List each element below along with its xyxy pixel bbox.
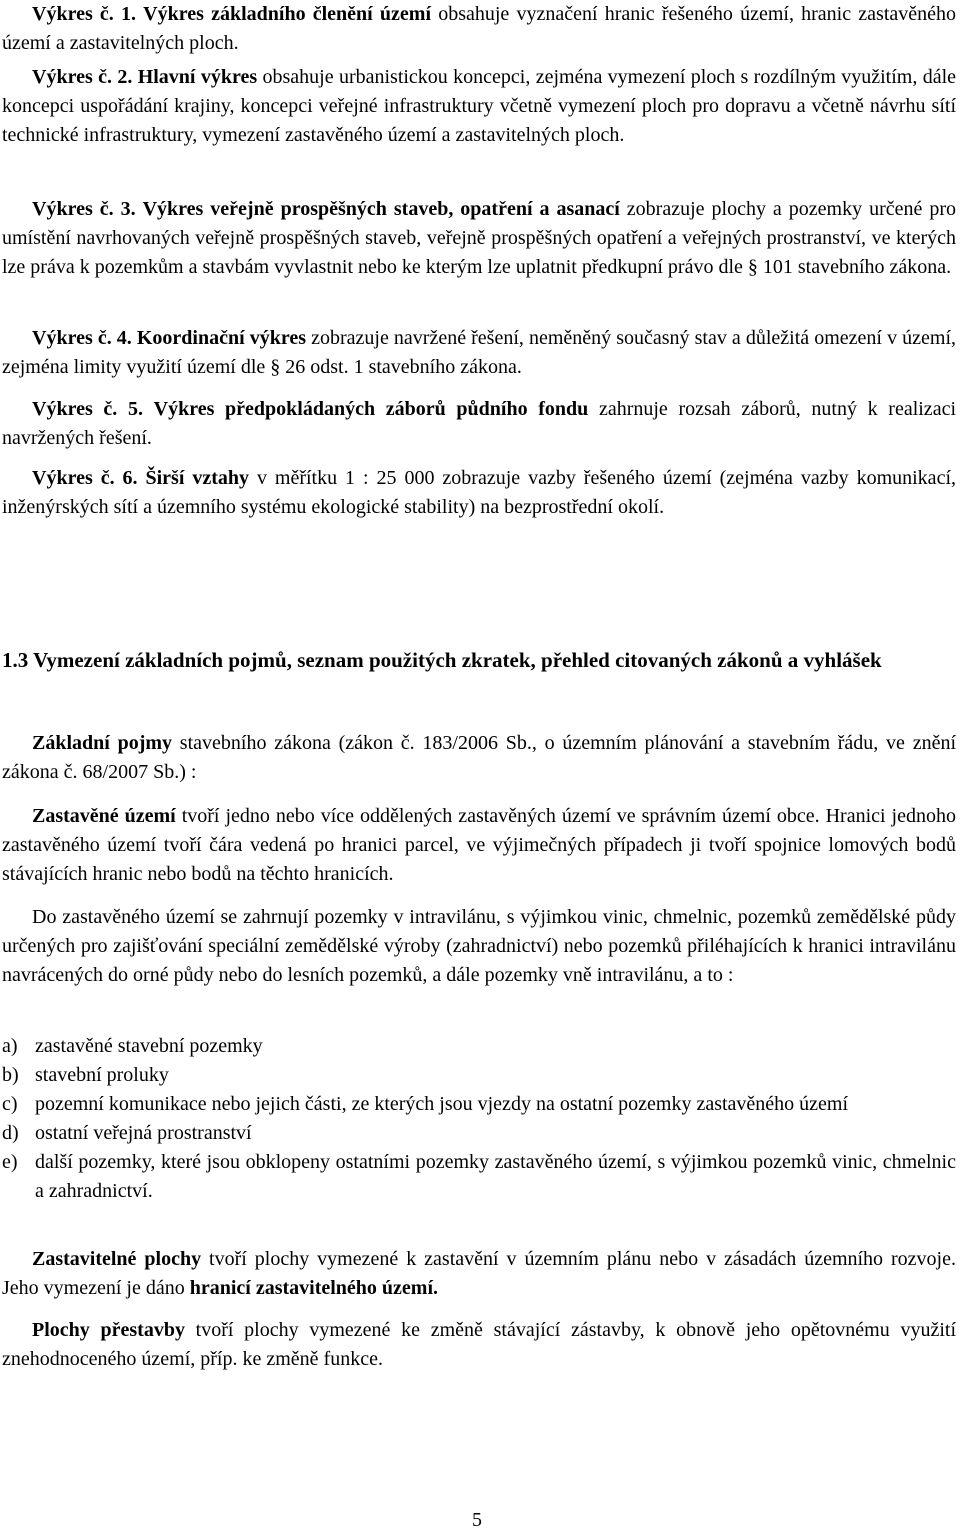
vykres-4-text: zobrazuje navržené řešení, neměněný současný stav a důležitá omezení v území, zejména limity využití území dle § 26 odst. 1 stavebního zákona. [2, 327, 957, 378]
list-item-mark: c) [2, 1093, 18, 1115]
zastavene-uzemi-paragraph [2, 802, 956, 889]
vykres-4-title: Koordinační výkres [136, 327, 307, 349]
vykres-1-paragraph [2, 0, 956, 58]
vykres-3-label: Výkres č. 3. [32, 198, 136, 220]
do-zastaveneho-paragraph: Do zastavěného území se zahrnují pozemky v intravilánu, s výjimkou vinic, chmelnic, pozemků zemědělské půdy určených pro zajišťování speciální zemědělské výroby (zahradnictví) nebo pozemků přiléhajících k hranici intravilánu navrácených do orné půdy nebo do lesních pozemků, a dále pozemky vně intravilánu, a to : [2, 906, 956, 986]
vykres-5-text: zahrnuje rozsah záborů, nutný k realizaci navržených řešení. [2, 398, 956, 449]
vykres-1-title: Výkres základního členění území [143, 3, 432, 25]
zakladni-pojmy-paragraph [2, 729, 956, 787]
list-item-text: pozemní komunikace nebo jejich části, ze kterých jsou vjezdy na ostatní pozemky zastavěného území [35, 1093, 849, 1115]
list-item [2, 1061, 956, 1090]
vykres-6-paragraph [2, 464, 956, 522]
plochy-prestavby-paragraph [2, 1316, 956, 1374]
section-number: 1.3 [2, 648, 29, 672]
vykres-1-label: Výkres č. 1. [32, 3, 136, 25]
list-item-mark: a) [2, 1035, 18, 1057]
list-item-mark: d) [2, 1122, 19, 1144]
vykres-1-text: obsahuje vyznačení hranic řešeného území, hranic zastavěného území a zastavitelných ploch. [2, 3, 957, 54]
zastavene-uzemi-bold: Zastavěné území [32, 805, 176, 827]
vykres-2-text: obsahuje urbanistickou koncepci, zejména vymezení ploch s rozdílným využitím, dále koncepci uspořádání krajiny, koncepci veřejné infrastruktury včetně vymezení ploch pro dopravu a včetně návrhu sítí technické infrastruktury, vymezení zastavěného území a zastavitelných ploch. [2, 66, 957, 146]
zastavitelne-plochy-text: tvoří plochy vymezené k zastavění v územním plánu nebo v zásadách územního rozvoje. Jeho vymezení je dáno [2, 1248, 956, 1299]
list-item [2, 1032, 956, 1061]
section-title: Vymezení základních pojmů, seznam použitých zkratek, přehled citovaných zákonů a vyhlášek [33, 648, 882, 672]
zastavene-uzemi-text: tvoří jedno nebo více oddělených zastavěných území ve správním území obce. Hranici jednoho zastavěného území tvoří čára vedená po hranici parcel, ve výjimečných případech ji tvoří spojnice lomových bodů stávajících hranic nebo bodů na těchto hranicích. [2, 805, 956, 885]
zastavitelne-plochy-paragraph [2, 1245, 956, 1303]
vykres-2-label: Výkres č. 2. [32, 66, 133, 88]
list-item-mark: e) [2, 1151, 18, 1173]
pozemky-list [2, 1032, 956, 1206]
zastavitelne-plochy-bold2: hranicí zastavitelného území. [189, 1277, 439, 1299]
list-item [2, 1090, 956, 1119]
vykres-6-title: Širší vztahy [145, 467, 249, 489]
list-item-mark: b) [2, 1064, 19, 1086]
list-item [2, 1148, 956, 1206]
zakladni-pojmy-text: stavebního zákona (zákon č. 183/2006 Sb., o územním plánování a stavebním řádu, ve znění zákona č. 68/2007 Sb.) : [2, 732, 956, 783]
vykres-6-label: Výkres č. 6. [32, 467, 138, 489]
vykres-5-paragraph [2, 395, 956, 453]
list-item-text: další pozemky, které jsou obklopeny ostatními pozemky zastavěného území, s výjimkou pozemků vinic, chmelnic a zahradnictví. [35, 1151, 956, 1202]
vykres-5-label: Výkres č. 5. [32, 398, 143, 420]
list-item [2, 1119, 956, 1148]
zastavitelne-plochy-bold: Zastavitelné plochy [32, 1248, 202, 1270]
vykres-5-title: Výkres předpokládaných záborů půdního fondu [153, 398, 589, 420]
section-heading [2, 646, 960, 675]
list-item-text: zastavěné stavební pozemky [35, 1035, 263, 1057]
list-item-text: ostatní veřejná prostranství [35, 1122, 252, 1144]
vykres-2-title: Hlavní výkres [137, 66, 258, 88]
list-item-text: stavební proluky [35, 1064, 169, 1086]
vykres-3-text: zobrazuje plochy a pozemky určené pro umístění navrhovaných veřejně prospěšných staveb, veřejně prospěšných opatření a veřejných prostranství, ve kterých lze práva k pozemkům a stavbám vyvlastnit nebo ke kterým lze uplatnit předkupní právo dle § 101 stavebního zákona. [2, 198, 957, 278]
plochy-prestavby-bold: Plochy přestavby [32, 1319, 185, 1341]
vykres-4-paragraph [2, 324, 956, 382]
vykres-6-text: v měřítku 1 : 25 000 zobrazuje vazby řešeného území (zejména vazby komunikací, inženýrských sítí a územního systému ekologické stability) na bezprostřední okolí. [2, 467, 956, 518]
vykres-4-label: Výkres č. 4. [32, 327, 132, 349]
page-number: 5 [472, 1509, 482, 1531]
vykres-3-title: Výkres veřejně prospěšných staveb, opatření a asanací [142, 198, 620, 220]
vykres-3-paragraph [2, 195, 956, 282]
vykres-2-paragraph [2, 63, 956, 150]
plochy-prestavby-text: tvoří plochy vymezené ke změně stávající zástavby, k obnově jeho opětovnému využití znehodnoceného území, příp. ke změně funkce. [2, 1319, 957, 1370]
zakladni-pojmy-bold: Základní pojmy [32, 732, 173, 754]
